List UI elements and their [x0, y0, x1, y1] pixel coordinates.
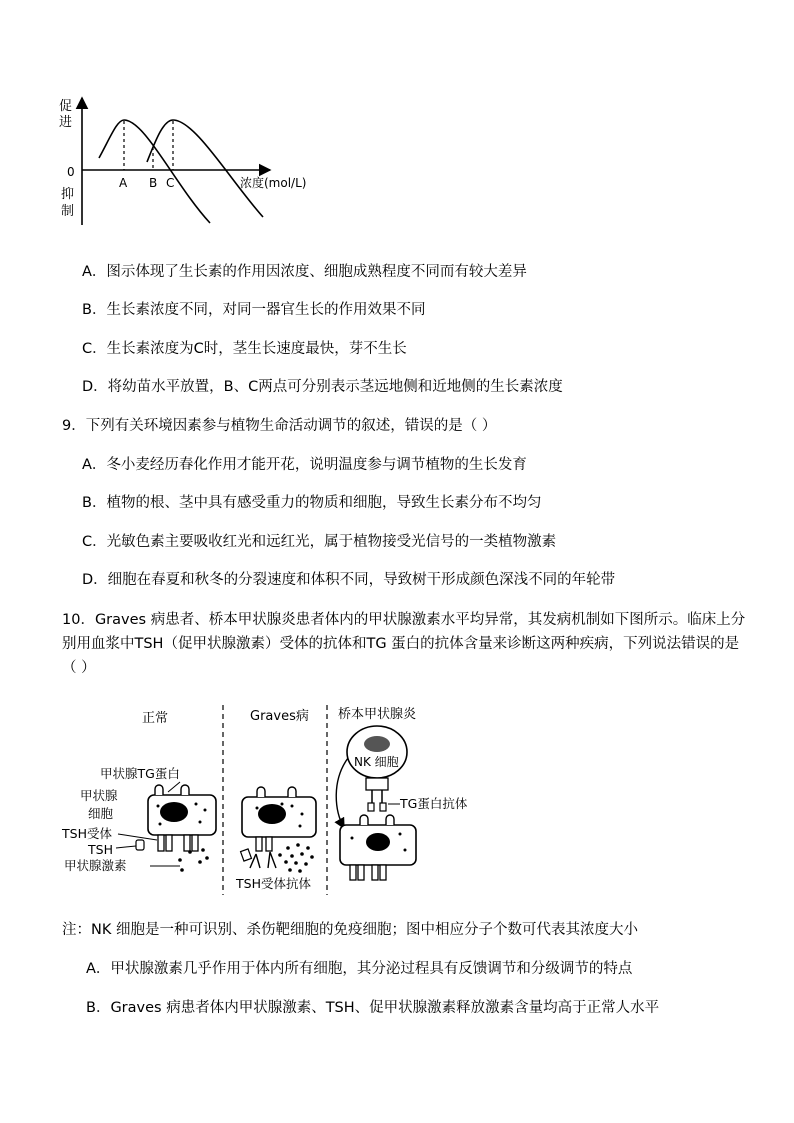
nk-cell-nucleus: [364, 736, 390, 752]
panel-title-hashimoto: 桥本甲状腺炎: [338, 707, 417, 722]
curve-root: [99, 120, 210, 223]
q8-option-c: C．生长素浓度为C时，茎生长速度最快，芽不生长: [82, 341, 407, 357]
label-tg-protein: 甲状腺TG蛋白: [100, 766, 180, 781]
label-thyroid-cell-2: 细胞: [88, 806, 114, 821]
q10-note: 注：NK 细胞是一种可识别、杀伤靶细胞的免疫细胞；图中相应分子个数可代表其浓度大小: [62, 922, 638, 938]
y-label-inhibit-1: 抑: [61, 187, 75, 202]
label-tsh: TSH: [88, 842, 113, 857]
thyroid-disease-diagram: [60, 700, 480, 900]
q9-option-b: B．植物的根、茎中具有感受重力的物质和细胞，导致生长素分布不均匀: [82, 495, 542, 511]
point-label-a: A: [119, 176, 128, 190]
panel-title-normal: 正常: [142, 711, 169, 726]
y-label-promote-2: 进: [59, 115, 73, 130]
y-label-promote-1: 促: [59, 99, 73, 114]
q10-option-b: B．Graves 病患者体内甲状腺激素、TSH、促甲状腺激素释放激素含量均高于正常人水平: [86, 1000, 660, 1016]
q8-option-d: D．将幼苗水平放置，B、C两点可分别表示茎远地侧和近地侧的生长素浓度: [82, 379, 563, 395]
q9-option-a: A．冬小麦经历春化作用才能开花，说明温度参与调节植物的生长发育: [82, 457, 527, 473]
hashimoto-cell-nucleus: [366, 833, 390, 851]
point-label-c: C: [166, 176, 175, 190]
graves-cell-nucleus: [258, 804, 286, 824]
q9-option-d: D．细胞在春夏和秋冬的分裂速度和体积不同，导致树干形成颜色深浅不同的年轮带: [82, 572, 616, 588]
curve-stem: [147, 120, 263, 217]
q10-stem: 10．Graves 病患者、桥本甲状腺炎患者体内的甲状腺激素水平均异常，其发病机制如下图所示。临床上分别用血浆中TSH（促甲状腺激素）受体的抗体和TG 蛋白的抗体含量来诊断这两种疾病，下列说法错误的是（ ）: [62, 612, 746, 676]
q8-option-a: A．图示体现了生长素的作用因浓度、细胞成熟程度不同而有较大差异: [82, 264, 527, 280]
x-axis-label: 浓度(mol/L): [240, 176, 307, 190]
label-thyroid-hormone: 甲状腺激素: [64, 858, 127, 873]
label-tg-antibody: TG蛋白抗体: [400, 796, 468, 811]
point-label-b: B: [149, 176, 158, 190]
label-thyroid-cell-1: 甲状腺: [80, 788, 118, 803]
normal-cell-nucleus: [160, 802, 188, 822]
y-label-zero: 0: [67, 165, 75, 179]
q8-option-b: B．生长素浓度不同，对同一器官生长的作用效果不同: [82, 302, 426, 318]
q10-option-a: A．甲状腺激素几乎作用于体内所有细胞，其分泌过程具有反馈调节和分级调节的特点: [86, 961, 633, 977]
label-tsh-receptor-antibody: TSH受体抗体: [236, 876, 311, 891]
q9-option-c: C．光敏色素主要吸收红光和远红光，属于植物接受光信号的一类植物激素: [82, 534, 557, 550]
label-nk-cell: NK 细胞: [354, 755, 399, 769]
y-label-inhibit-2: 制: [61, 204, 75, 219]
panel-title-graves: Graves病: [250, 709, 309, 724]
auxin-concentration-graph: [55, 90, 325, 230]
q9-stem: 9．下列有关环境因素参与植物生命活动调节的叙述，错误的是（ ）: [62, 418, 497, 434]
label-tsh-receptor: TSH受体: [62, 826, 112, 841]
